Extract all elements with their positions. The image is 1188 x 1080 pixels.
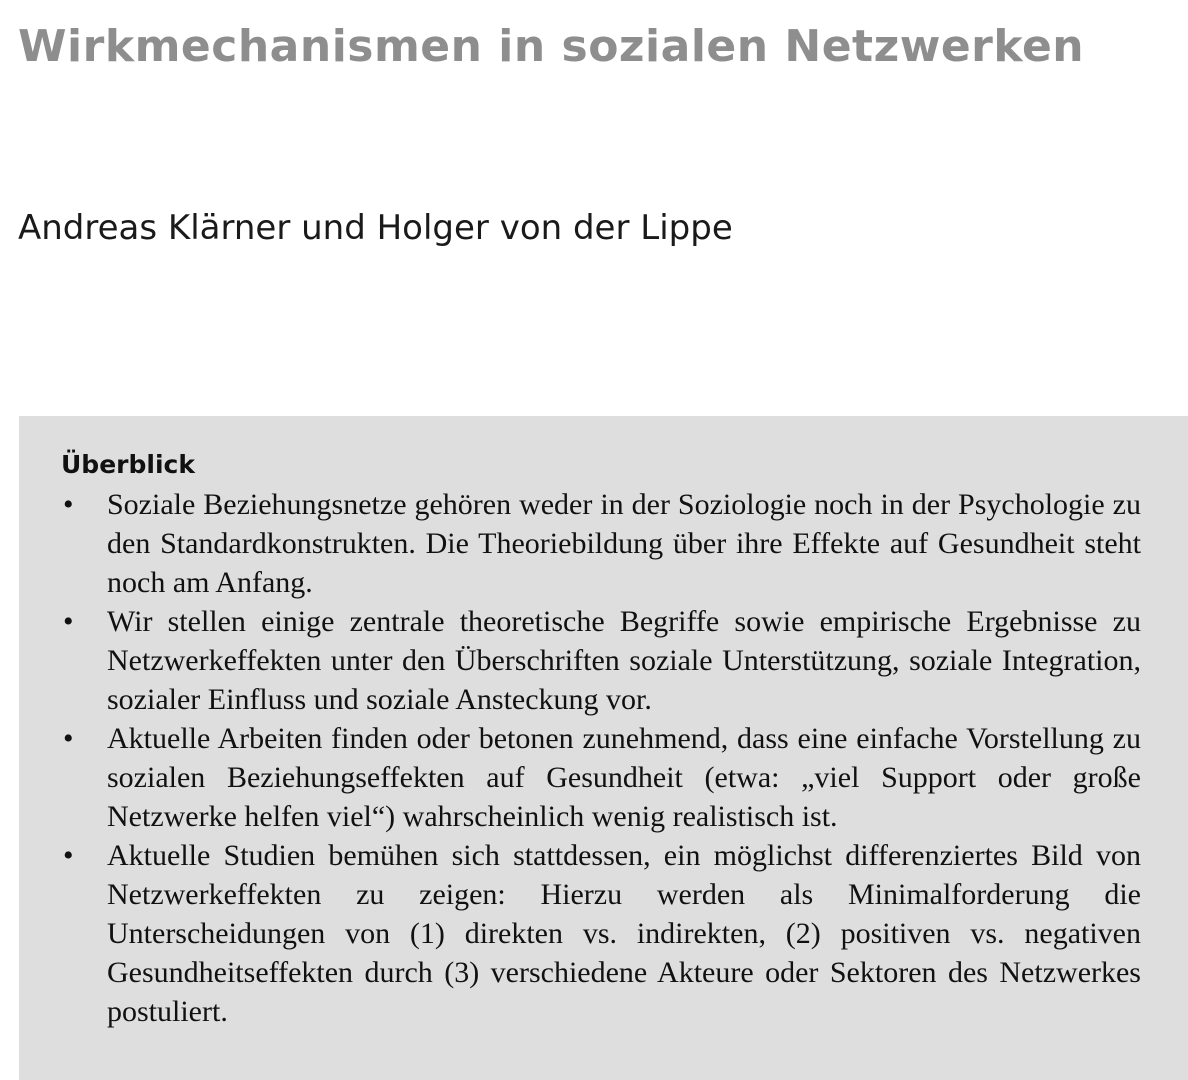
list-item	[61, 602, 1141, 719]
list-item	[61, 719, 1141, 836]
chapter-title: Wirkmechanismen in sozialen Netzwerken	[18, 21, 1085, 72]
list-item-text: Wir stellen einige zentrale theoretische Begriffe sowie empirische Ergebnisse zu Netzwerkeffekten unter den Überschriften soziale Unterstützung, soziale Integration, sozialer Einfluss und soziale Ansteckung vor.	[107, 605, 1141, 716]
bullet-icon: •	[63, 722, 74, 755]
overview-heading: Überblick	[61, 450, 195, 479]
list-item-text: Aktuelle Arbeiten finden oder betonen zunehmend, dass eine einfache Vorstellung zu sozialen Beziehungseffekten auf Gesundheit (etwa: „viel Support oder große Netzwerke helfen viel“) wahrscheinlich wenig realistisch ist.	[107, 722, 1141, 833]
bullet-icon: •	[63, 839, 74, 872]
overview-box	[19, 416, 1188, 1080]
list-item	[61, 836, 1141, 1031]
list-item-text: Soziale Beziehungsnetze gehören weder in der Soziologie noch in der Psychologie zu den Standardkonstrukten. Die Theoriebildung über ihre Effekte auf Gesundheit steht noch am Anfang.	[107, 488, 1141, 599]
bullet-icon: •	[63, 488, 74, 521]
list-item-text: Aktuelle Studien bemühen sich stattdessen, ein möglichst differenziertes Bild von Netzwerkeffekten zu zeigen: Hierzu werden als Minimalforderung die Unterscheidungen von (1) direkten vs. indirekten, (2) positiven vs. negativen Gesundheitseffekten durch (3) verschiedene Akteure oder Sektoren des Netzwerkes postuliert.	[107, 839, 1141, 1028]
overview-list	[61, 485, 1141, 1031]
bullet-icon: •	[63, 605, 74, 638]
chapter-authors: Andreas Klärner und Holger von der Lippe	[18, 208, 733, 248]
list-item	[61, 485, 1141, 602]
